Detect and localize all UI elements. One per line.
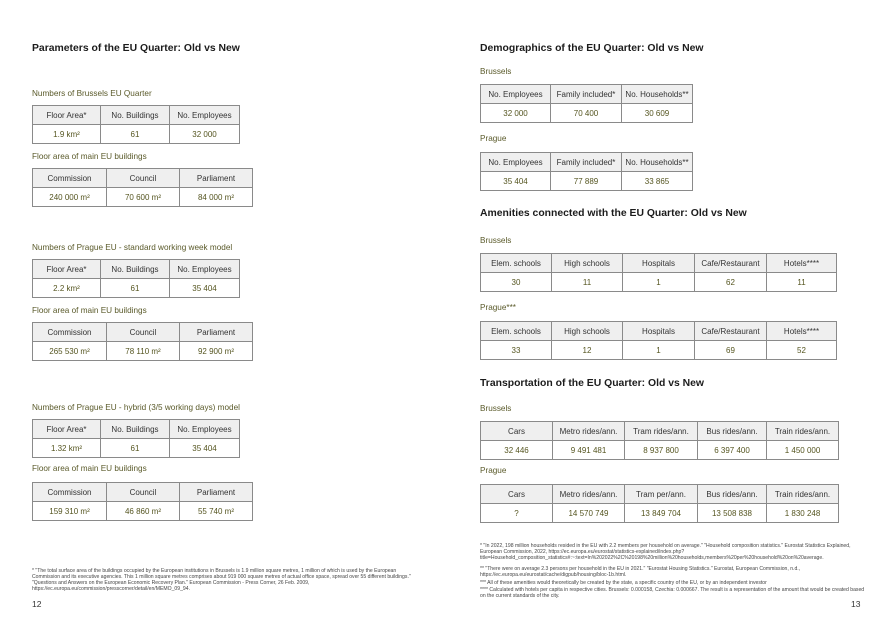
table-cell: 30 xyxy=(481,273,552,292)
table-cell: 1 450 000 xyxy=(767,441,839,460)
table-header-row xyxy=(481,85,693,104)
table-header-row xyxy=(481,422,839,441)
table-cell: 92 900 m² xyxy=(180,342,253,361)
table-header-cell: Council xyxy=(107,483,180,502)
table-header-cell: Cafe/Restaurant xyxy=(695,322,767,341)
right-footnote-3: *** All of these amenities would theoretically be created by the state, a specific country of the EU, or by an independent investor xyxy=(480,580,767,586)
table-row xyxy=(33,279,240,298)
table-header-cell: Tram rides/ann. xyxy=(625,422,698,441)
table-cell: 11 xyxy=(767,273,837,292)
table-header-cell: High schools xyxy=(552,254,623,273)
table-cell: 14 570 749 xyxy=(553,504,625,523)
table-header-cell: No. Employees xyxy=(481,153,551,172)
table-header-row xyxy=(481,485,839,504)
table-cell: 46 860 m² xyxy=(107,502,180,521)
table-cell: 13 508 838 xyxy=(698,504,767,523)
table-header-cell: No. Buildings xyxy=(101,420,170,439)
table-row xyxy=(33,502,253,521)
table-cell: 78 110 m² xyxy=(107,342,180,361)
table-header-cell: Metro rides/ann. xyxy=(553,422,625,441)
table-cell: 6 397 400 xyxy=(698,441,767,460)
table-header-cell: Commission xyxy=(33,169,107,188)
table-header-cell: Parliament xyxy=(180,323,253,342)
table-cell: 159 310 m² xyxy=(33,502,107,521)
prague-hybrid-table xyxy=(32,419,240,458)
table-cell: 11 xyxy=(552,273,623,292)
right-footnote-4: **** Calculated with hotels per capita in respective cities. Brussels: 0.000158, Czechia: 0.000667. The result is a representation of the amount that would be created based on the current standards of the city. xyxy=(480,587,865,599)
table-header-row xyxy=(481,153,693,172)
transportation-brussels-label: Brussels xyxy=(480,404,512,413)
table-header-cell: Elem. schools xyxy=(481,254,552,273)
table-header-cell: No. Employees xyxy=(170,260,240,279)
table-cell: 35 404 xyxy=(481,172,551,191)
table-header-cell: No. Employees xyxy=(170,106,240,125)
prague-standard-buildings-label: Floor area of main EU buildings xyxy=(32,306,147,315)
amenities-brussels-label: Brussels xyxy=(480,236,512,245)
table-cell: 32 446 xyxy=(481,441,553,460)
table-row xyxy=(33,439,240,458)
table-header-cell: No. Households** xyxy=(622,85,693,104)
demographics-title: Demographics of the EU Quarter: Old vs New xyxy=(480,43,704,54)
table-header-cell: Commission xyxy=(33,323,107,342)
left-footnote: * "The total surface area of the buildings occupied by the European institutions in Brussels is 1.9 million square metres, 1 million of which is used by the European Commission and its executive agencies. This 1 million square metres comprises about 919 000 square metres of actual office space, spread over 55 different buildings." "Questions and Answers on the European Economic Recovery Plan." European Commission - Press Corner, 26 Feb. 2009, https://ec.europa.eu/commission/presscorner/detail/en/MEMO_09_94. xyxy=(32,568,411,592)
table-header-cell: Cars xyxy=(481,485,553,504)
table-cell: 1 xyxy=(623,273,695,292)
prague-hybrid-buildings-table xyxy=(32,482,253,521)
table-cell: 1 830 248 xyxy=(767,504,839,523)
table-header-cell: Floor Area* xyxy=(33,420,101,439)
amenities-title: Amenities connected with the EU Quarter: Old vs New xyxy=(480,208,747,219)
table-header-cell: Elem. schools xyxy=(481,322,552,341)
table-cell: 1 xyxy=(623,341,695,360)
table-row xyxy=(481,172,693,191)
demographics-brussels-label: Brussels xyxy=(480,67,512,76)
table-header-cell: No. Employees xyxy=(481,85,551,104)
table-header-cell: Bus rides/ann. xyxy=(698,422,767,441)
table-header-row xyxy=(33,260,240,279)
table-header-row xyxy=(33,169,253,188)
table-cell: 77 889 xyxy=(551,172,622,191)
table-header-cell: Train rides/ann. xyxy=(767,485,839,504)
table-header-cell: Floor Area* xyxy=(33,106,101,125)
table-header-cell: Metro rides/ann. xyxy=(553,485,625,504)
table-header-row xyxy=(33,106,240,125)
table-cell: 61 xyxy=(101,439,170,458)
prague-standard-table xyxy=(32,259,240,298)
table-cell: 8 937 800 xyxy=(625,441,698,460)
table-header-cell: Bus rides/ann. xyxy=(698,485,767,504)
table-cell: 61 xyxy=(101,279,170,298)
table-row xyxy=(481,341,837,360)
table-header-cell: No. Buildings xyxy=(101,260,170,279)
page-number: 12 xyxy=(32,599,42,609)
table-header-cell: Hospitals xyxy=(623,322,695,341)
table-cell: 1.9 km² xyxy=(33,125,101,144)
demographics-prague-label: Prague xyxy=(480,134,507,143)
amenities-prague-table xyxy=(480,321,837,360)
table-header-cell: Parliament xyxy=(180,483,253,502)
demographics-brussels-table xyxy=(480,84,693,123)
left-page-title: Parameters of the EU Quarter: Old vs New xyxy=(32,43,240,54)
table-header-cell: No. Employees xyxy=(170,420,240,439)
table-cell: 35 404 xyxy=(170,439,240,458)
table-header-cell: Council xyxy=(107,169,180,188)
transportation-prague-label: Prague xyxy=(480,466,507,475)
table-cell: 33 865 xyxy=(622,172,693,191)
table-header-cell: No. Households** xyxy=(622,153,693,172)
prague-hybrid-label: Numbers of Prague EU - hybrid (3/5 working days) model xyxy=(32,403,240,412)
table-row xyxy=(481,273,837,292)
transportation-title: Transportation of the EU Quarter: Old vs New xyxy=(480,378,705,389)
table-cell: 240 000 m² xyxy=(33,188,107,207)
table-cell: 9 491 481 xyxy=(553,441,625,460)
brussels-buildings-label: Floor area of main EU buildings xyxy=(32,152,147,161)
table-header-cell: Family included* xyxy=(551,153,622,172)
table-header-cell: Hotels**** xyxy=(767,322,837,341)
table-header-cell: Cafe/Restaurant xyxy=(695,254,767,273)
table-header-cell: Train rides/ann. xyxy=(767,422,839,441)
table-cell: 12 xyxy=(552,341,623,360)
table-cell: 61 xyxy=(101,125,170,144)
table-header-row xyxy=(481,254,837,273)
brussels-numbers-label: Numbers of Brussels EU Quarter xyxy=(32,89,152,98)
table-row xyxy=(481,441,839,460)
table-cell: 84 000 m² xyxy=(180,188,253,207)
table-header-row xyxy=(33,323,253,342)
table-cell: 70 600 m² xyxy=(107,188,180,207)
table-cell: 33 xyxy=(481,341,552,360)
prague-standard-label: Numbers of Prague EU - standard working week model xyxy=(32,243,233,252)
table-header-cell: Commission xyxy=(33,483,107,502)
right-page xyxy=(447,0,894,632)
amenities-prague-label: Prague*** xyxy=(480,303,516,312)
demographics-prague-table xyxy=(480,152,693,191)
table-cell: 35 404 xyxy=(170,279,240,298)
table-header-cell: Hospitals xyxy=(623,254,695,273)
table-header-row xyxy=(33,420,240,439)
table-header-cell: Hotels**** xyxy=(767,254,837,273)
table-cell: 32 000 xyxy=(481,104,551,123)
table-row xyxy=(33,342,253,361)
table-header-cell: Family included* xyxy=(551,85,622,104)
transportation-brussels-table xyxy=(480,421,839,460)
amenities-brussels-table xyxy=(480,253,837,292)
prague-standard-buildings-table xyxy=(32,322,253,361)
table-header-row xyxy=(33,483,253,502)
table-cell: 30 609 xyxy=(622,104,693,123)
table-cell: 1.32 km² xyxy=(33,439,101,458)
table-header-row xyxy=(481,322,837,341)
table-header-cell: Council xyxy=(107,323,180,342)
brussels-numbers-table xyxy=(32,105,240,144)
right-footnote-2: ** "There were on average 2.3 persons per household in the EU in 2021." "Eurostat Housing Statistics." Eurostat, European Commission, n.d., https://ec.europa.eu/eurostat/cache/digpub/housing/bloc-1b.html. xyxy=(480,566,801,578)
transportation-prague-table xyxy=(480,484,839,523)
table-row xyxy=(33,125,240,144)
table-cell: 32 000 xyxy=(170,125,240,144)
table-cell: 13 849 704 xyxy=(625,504,698,523)
table-header-cell: Parliament xyxy=(180,169,253,188)
table-cell: 55 740 m² xyxy=(180,502,253,521)
table-header-cell: Cars xyxy=(481,422,553,441)
table-cell: 69 xyxy=(695,341,767,360)
table-header-cell: High schools xyxy=(552,322,623,341)
table-header-cell: Floor Area* xyxy=(33,260,101,279)
table-cell: 62 xyxy=(695,273,767,292)
table-row xyxy=(481,504,839,523)
table-cell: 52 xyxy=(767,341,837,360)
table-header-cell: No. Buildings xyxy=(101,106,170,125)
brussels-buildings-table xyxy=(32,168,253,207)
table-row xyxy=(481,104,693,123)
page-number: 13 xyxy=(851,599,861,609)
table-cell: 70 400 xyxy=(551,104,622,123)
table-cell: 2.2 km² xyxy=(33,279,101,298)
table-header-cell: Tram per/ann. xyxy=(625,485,698,504)
table-cell: ? xyxy=(481,504,553,523)
right-footnote-1: * "In 2022, 198 million households resided in the EU with 2.2 members per household on average." "Household composition statistics." Eurostat Statistics Explained, European Commission, 2022, https://ec.europa.eu/eurostat/statistics-explained/index.php?title=Household_composition_statistics#:~:text=In%202022%2C%20198%20million%20households,members%20per%20household%20on%20average. xyxy=(480,543,851,561)
table-row xyxy=(33,188,253,207)
prague-hybrid-buildings-label: Floor area of main EU buildings xyxy=(32,464,147,473)
table-cell: 265 530 m² xyxy=(33,342,107,361)
